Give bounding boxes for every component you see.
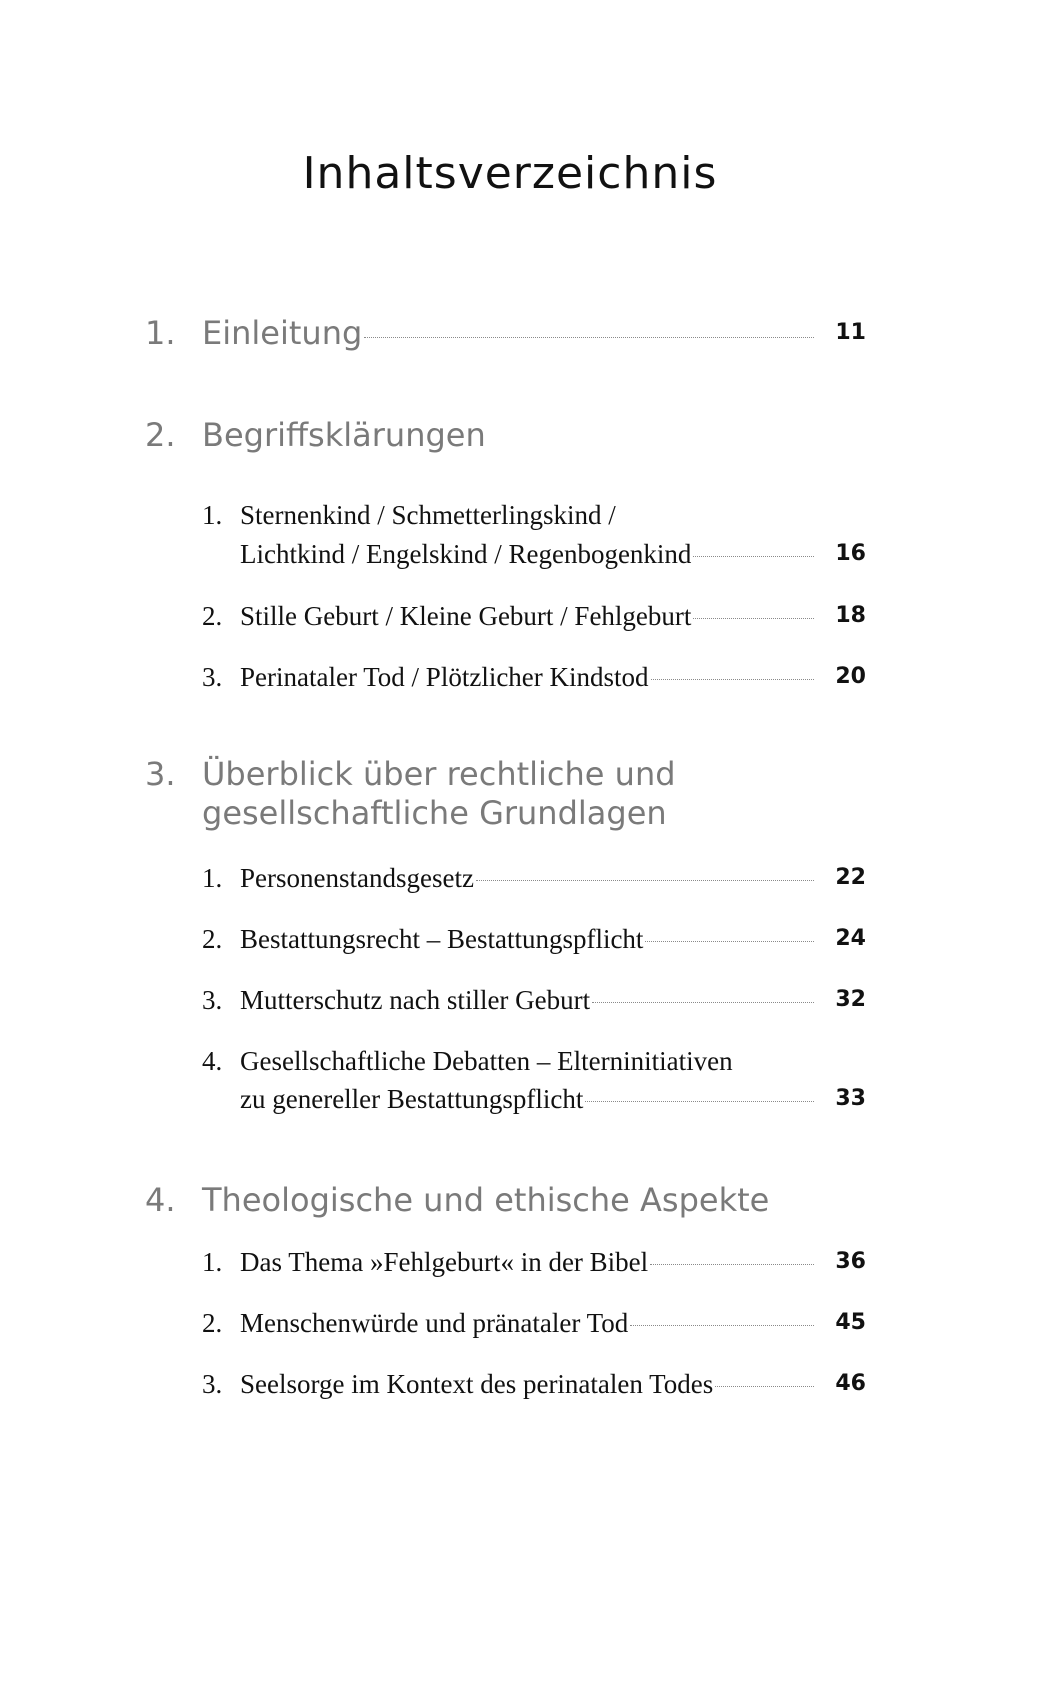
dot-leader: [592, 1001, 814, 1003]
chapter-number: 1.: [145, 314, 176, 352]
entry-number: 4.: [202, 1046, 223, 1076]
entry-leader: [240, 597, 818, 635]
dot-leader: [630, 1324, 814, 1326]
page-number: 16: [835, 541, 866, 566]
page-number: 32: [835, 987, 866, 1012]
chapter-title: Einleitung: [202, 314, 363, 352]
entry-number: 3.: [202, 985, 223, 1015]
entry-number: 1.: [202, 500, 223, 530]
chapter-title-line-1: Überblick über rechtliche und: [202, 755, 676, 793]
entry-leader: [240, 1365, 818, 1403]
page-number: 24: [835, 926, 866, 951]
entry-number: 3.: [202, 662, 223, 692]
entry-title: Menschenwürde und pränataler Tod: [240, 1308, 629, 1338]
chapter-number: 3.: [145, 755, 176, 793]
entry-title: Stille Geburt / Kleine Geburt / Fehlgeburt: [240, 601, 692, 631]
page-number: 11: [835, 320, 866, 345]
dot-leader: [693, 555, 814, 557]
entry-leader: [240, 1080, 818, 1118]
page-number: 33: [835, 1086, 866, 1111]
entry-number: 1.: [202, 1247, 223, 1277]
entry-title-line-2: zu genereller Bestattungspflicht: [240, 1084, 584, 1114]
dot-leader: [645, 940, 814, 942]
entry-title: Das Thema »Fehlgeburt« in der Bibel: [240, 1247, 649, 1277]
entry-leader: [240, 920, 818, 958]
chapter-title: Begriffsklärungen: [202, 416, 486, 454]
entry-leader: [240, 859, 818, 897]
entry-title: Seelsorge im Kontext des perinatalen Todes: [240, 1369, 714, 1399]
page-number: 36: [835, 1249, 866, 1274]
page-number: 18: [835, 603, 866, 628]
entry-number: 2.: [202, 601, 223, 631]
page-number: 20: [835, 664, 866, 689]
entry-leader: [240, 981, 818, 1019]
page-title: Inhaltsverzeichnis: [302, 148, 718, 199]
entry-leader: [240, 1243, 818, 1281]
page-number: 22: [835, 865, 866, 890]
dot-leader: [650, 1263, 814, 1265]
chapter-title-line-2: gesellschaftliche Grundlagen: [202, 794, 667, 832]
page-number: 46: [835, 1371, 866, 1396]
dot-leader: [693, 617, 814, 619]
entry-title-line-1: Gesellschaftliche Debatten – Elterninitiativen: [240, 1046, 733, 1076]
chapter-number: 4.: [145, 1181, 176, 1219]
entry-leader: [240, 658, 818, 696]
entry-leader: [240, 535, 818, 573]
chapter-leader: [202, 314, 818, 352]
dot-leader: [651, 678, 814, 680]
entry-number: 3.: [202, 1369, 223, 1399]
entry-title-line-1: Sternenkind / Schmetterlingskind /: [240, 500, 616, 530]
chapter-title: Theologische und ethische Aspekte: [202, 1181, 770, 1219]
entry-title: Bestattungsrecht – Bestattungspflicht: [240, 924, 644, 954]
entry-leader: [240, 1304, 818, 1342]
entry-number: 2.: [202, 1308, 223, 1338]
dot-leader: [364, 336, 814, 338]
entry-title: Personenstandsgesetz: [240, 863, 474, 893]
page-number: 45: [835, 1310, 866, 1335]
entry-title-line-2: Lichtkind / Engelskind / Regenbogenkind: [240, 539, 692, 569]
entry-title: Perinataler Tod / Plötzlicher Kindstod: [240, 662, 649, 692]
dot-leader: [585, 1100, 814, 1102]
dot-leader: [715, 1385, 814, 1387]
dot-leader: [476, 879, 814, 881]
chapter-number: 2.: [145, 416, 176, 454]
entry-number: 1.: [202, 863, 223, 893]
entry-number: 2.: [202, 924, 223, 954]
entry-title: Mutterschutz nach stiller Geburt: [240, 985, 591, 1015]
